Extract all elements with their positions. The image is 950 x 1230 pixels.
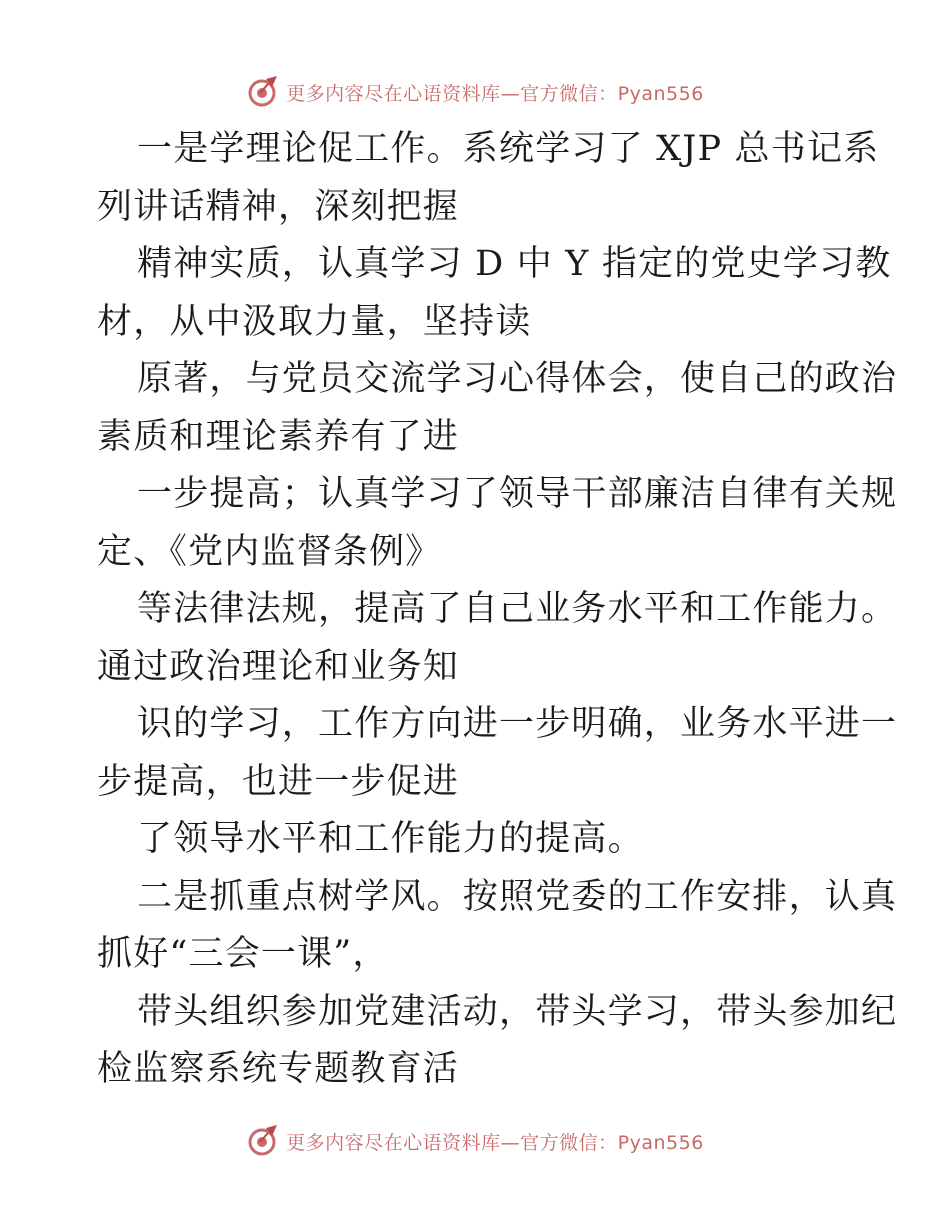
paragraph-line: 抓好“三会一课”， <box>97 934 389 974</box>
paragraph-line: 列讲话精神，深刻把握 <box>97 186 460 227</box>
paragraph-line: 精神实质，认真学习 D 中 Y 指定的党史学习教 <box>137 244 892 284</box>
paragraph-line: 原著，与党员交流学习心得体会，使自己的政治 <box>137 359 898 399</box>
document-body <box>97 121 898 1099</box>
paragraph-line: 通过政治理论和业务知 <box>97 646 460 687</box>
quill-logo-icon <box>246 75 280 109</box>
paragraph-line: 材，从中汲取力量，坚持读 <box>97 301 532 342</box>
paragraph-line: 步提高，也进一步促进 <box>97 761 460 802</box>
paragraph-line: 等法律法规，提高了自己业务水平和工作能力。 <box>137 589 898 629</box>
paragraph-line: 识的学习，工作方向进一步明确，业务水平进一 <box>137 704 898 744</box>
page-header-watermark <box>0 72 950 112</box>
paragraph-line: 二是抓重点树学风。按照党委的工作安排，认真 <box>137 876 898 917</box>
watermark-text: 更多内容尽在心语资料库—官方微信：Pyan556 <box>286 82 704 105</box>
paragraph-line: 一是学理论促工作。系统学习了 XJP 总书记系 <box>137 129 880 169</box>
paragraph-line: 带头组织参加党建活动，带头学习，带头参加纪 <box>137 991 898 1032</box>
paragraph-line: 素质和理论素养有了进 <box>97 416 460 457</box>
quill-logo-icon <box>246 1124 280 1158</box>
paragraph-line: 了领导水平和工作能力的提高。 <box>137 819 644 859</box>
paragraph-line: 一步提高；认真学习了领导干部廉洁自律有关规 <box>137 474 898 514</box>
page-footer-watermark <box>0 1121 950 1161</box>
watermark-text: 更多内容尽在心语资料库—官方微信：Pyan556 <box>286 1131 704 1154</box>
paragraph-line: 定、《党内监督条例》 <box>97 531 442 572</box>
paragraph-line: 检监察系统专题教育活 <box>97 1049 460 1089</box>
